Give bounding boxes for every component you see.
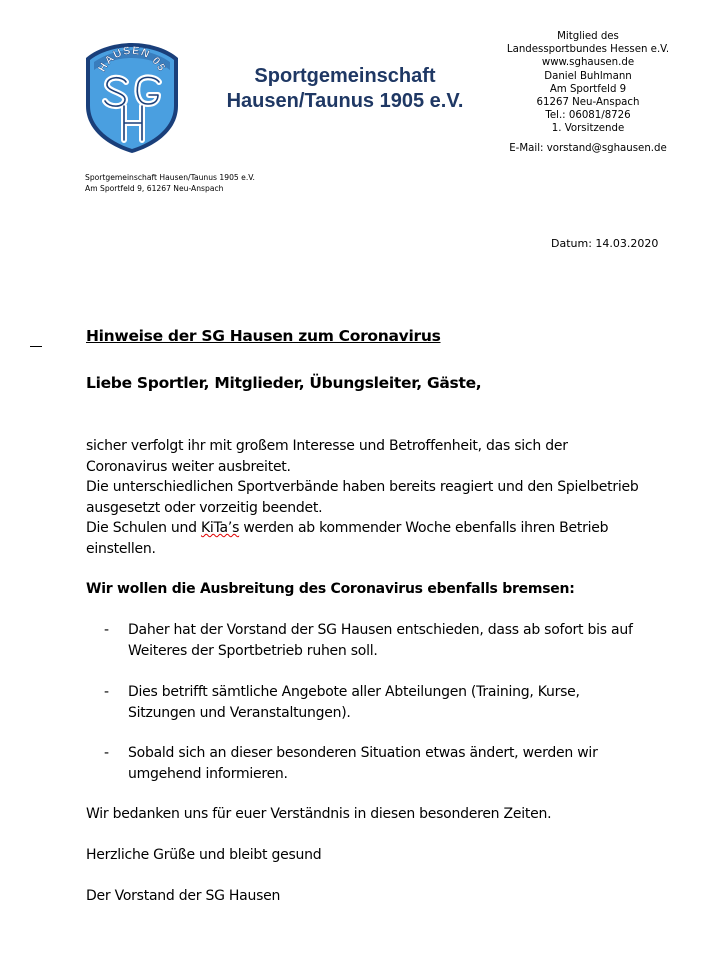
contact-phone: Tel.: 06081/8726 (545, 110, 631, 122)
intro-line: sicher verfolgt ihr mit großem Interesse und Betroffenheit, das sich der (86, 438, 568, 454)
bullet-line: Sobald sich an dieser besonderen Situation etwas ändert, werden wir (128, 745, 598, 761)
letter-subject: Hinweise der SG Hausen zum Coronavirus (86, 327, 441, 345)
bullet-line: umgehend informieren. (128, 765, 288, 782)
club-name-line1: Sportgemeinschaft (254, 65, 436, 87)
club-logo (82, 40, 182, 156)
membership-line2: Landessportbundes Hessen e.V. (506, 44, 670, 56)
section-heading: Wir wollen die Ausbreitung des Coronavirus ebenfalls bremsen: (86, 581, 575, 597)
contact-street: Am Sportfeld 9 (549, 83, 627, 95)
club-name (190, 64, 500, 114)
letter-date: Datum: 14.03.2020 (551, 237, 659, 250)
bullet-line: Sitzungen und Veranstaltungen). (128, 704, 351, 721)
contact-block (500, 30, 676, 155)
spellcheck-word: KiTa’s (200, 520, 240, 536)
bullet-line: Dies betrifft sämtliche Angebote aller Abteilungen (Training, Kurse, (128, 684, 580, 700)
intro-line (86, 518, 676, 539)
intro-line: Die unterschiedlichen Sportverbände haben bereits reagiert und den Spielbetrieb (86, 479, 639, 495)
logo-ring-text: HAUSEN 05 (96, 44, 168, 75)
margin-mark (30, 346, 42, 347)
intro-text: werden ab kommender Woche ebenfalls ihren Betrieb (239, 520, 609, 536)
bullet-line: Daher hat der Vorstand der SG Hausen entschieden, dass ab sofort bis auf (128, 622, 633, 638)
closing-greeting: Herzliche Grüße und bleibt gesund (86, 847, 322, 863)
contact-name: Daniel Buhlmann (544, 70, 632, 82)
letter-salutation: Liebe Sportler, Mitglieder, Übungsleiter, Gäste, (86, 374, 482, 392)
club-name-line2: Hausen/Taunus 1905 e.V. (226, 90, 464, 112)
sender-address (85, 172, 255, 194)
bullet-dash: - (104, 622, 109, 638)
closing-thanks: Wir bedanken uns für euer Verständnis in diesen besonderen Zeiten. (86, 806, 552, 822)
bullet-dash: - (104, 745, 109, 761)
intro-paragraph (86, 436, 676, 559)
sender-line1: Sportgemeinschaft Hausen/Taunus 1905 e.V. (85, 173, 255, 182)
bullet-dash: - (104, 684, 109, 700)
intro-line: Coronavirus weiter ausbreitet. (86, 458, 291, 475)
sender-line2: Am Sportfeld 9, 61267 Neu-Anspach (85, 184, 224, 193)
website-link[interactable]: www.sghausen.de (541, 57, 635, 69)
contact-city: 61267 Neu-Anspach (536, 97, 640, 109)
intro-text: Die Schulen und (86, 520, 201, 536)
membership-line1: Mitglied des (557, 31, 619, 42)
intro-line: ausgesetzt oder vorzeitig beendet. (86, 499, 323, 516)
signature: Der Vorstand der SG Hausen (86, 888, 281, 904)
contact-email[interactable]: E-Mail: vorstand@sghausen.de (509, 142, 667, 154)
contact-role: 1. Vorsitzende (551, 123, 625, 135)
bullet-line: Weiteres der Sportbetrieb ruhen soll. (128, 642, 378, 659)
intro-line: einstellen. (86, 540, 156, 557)
